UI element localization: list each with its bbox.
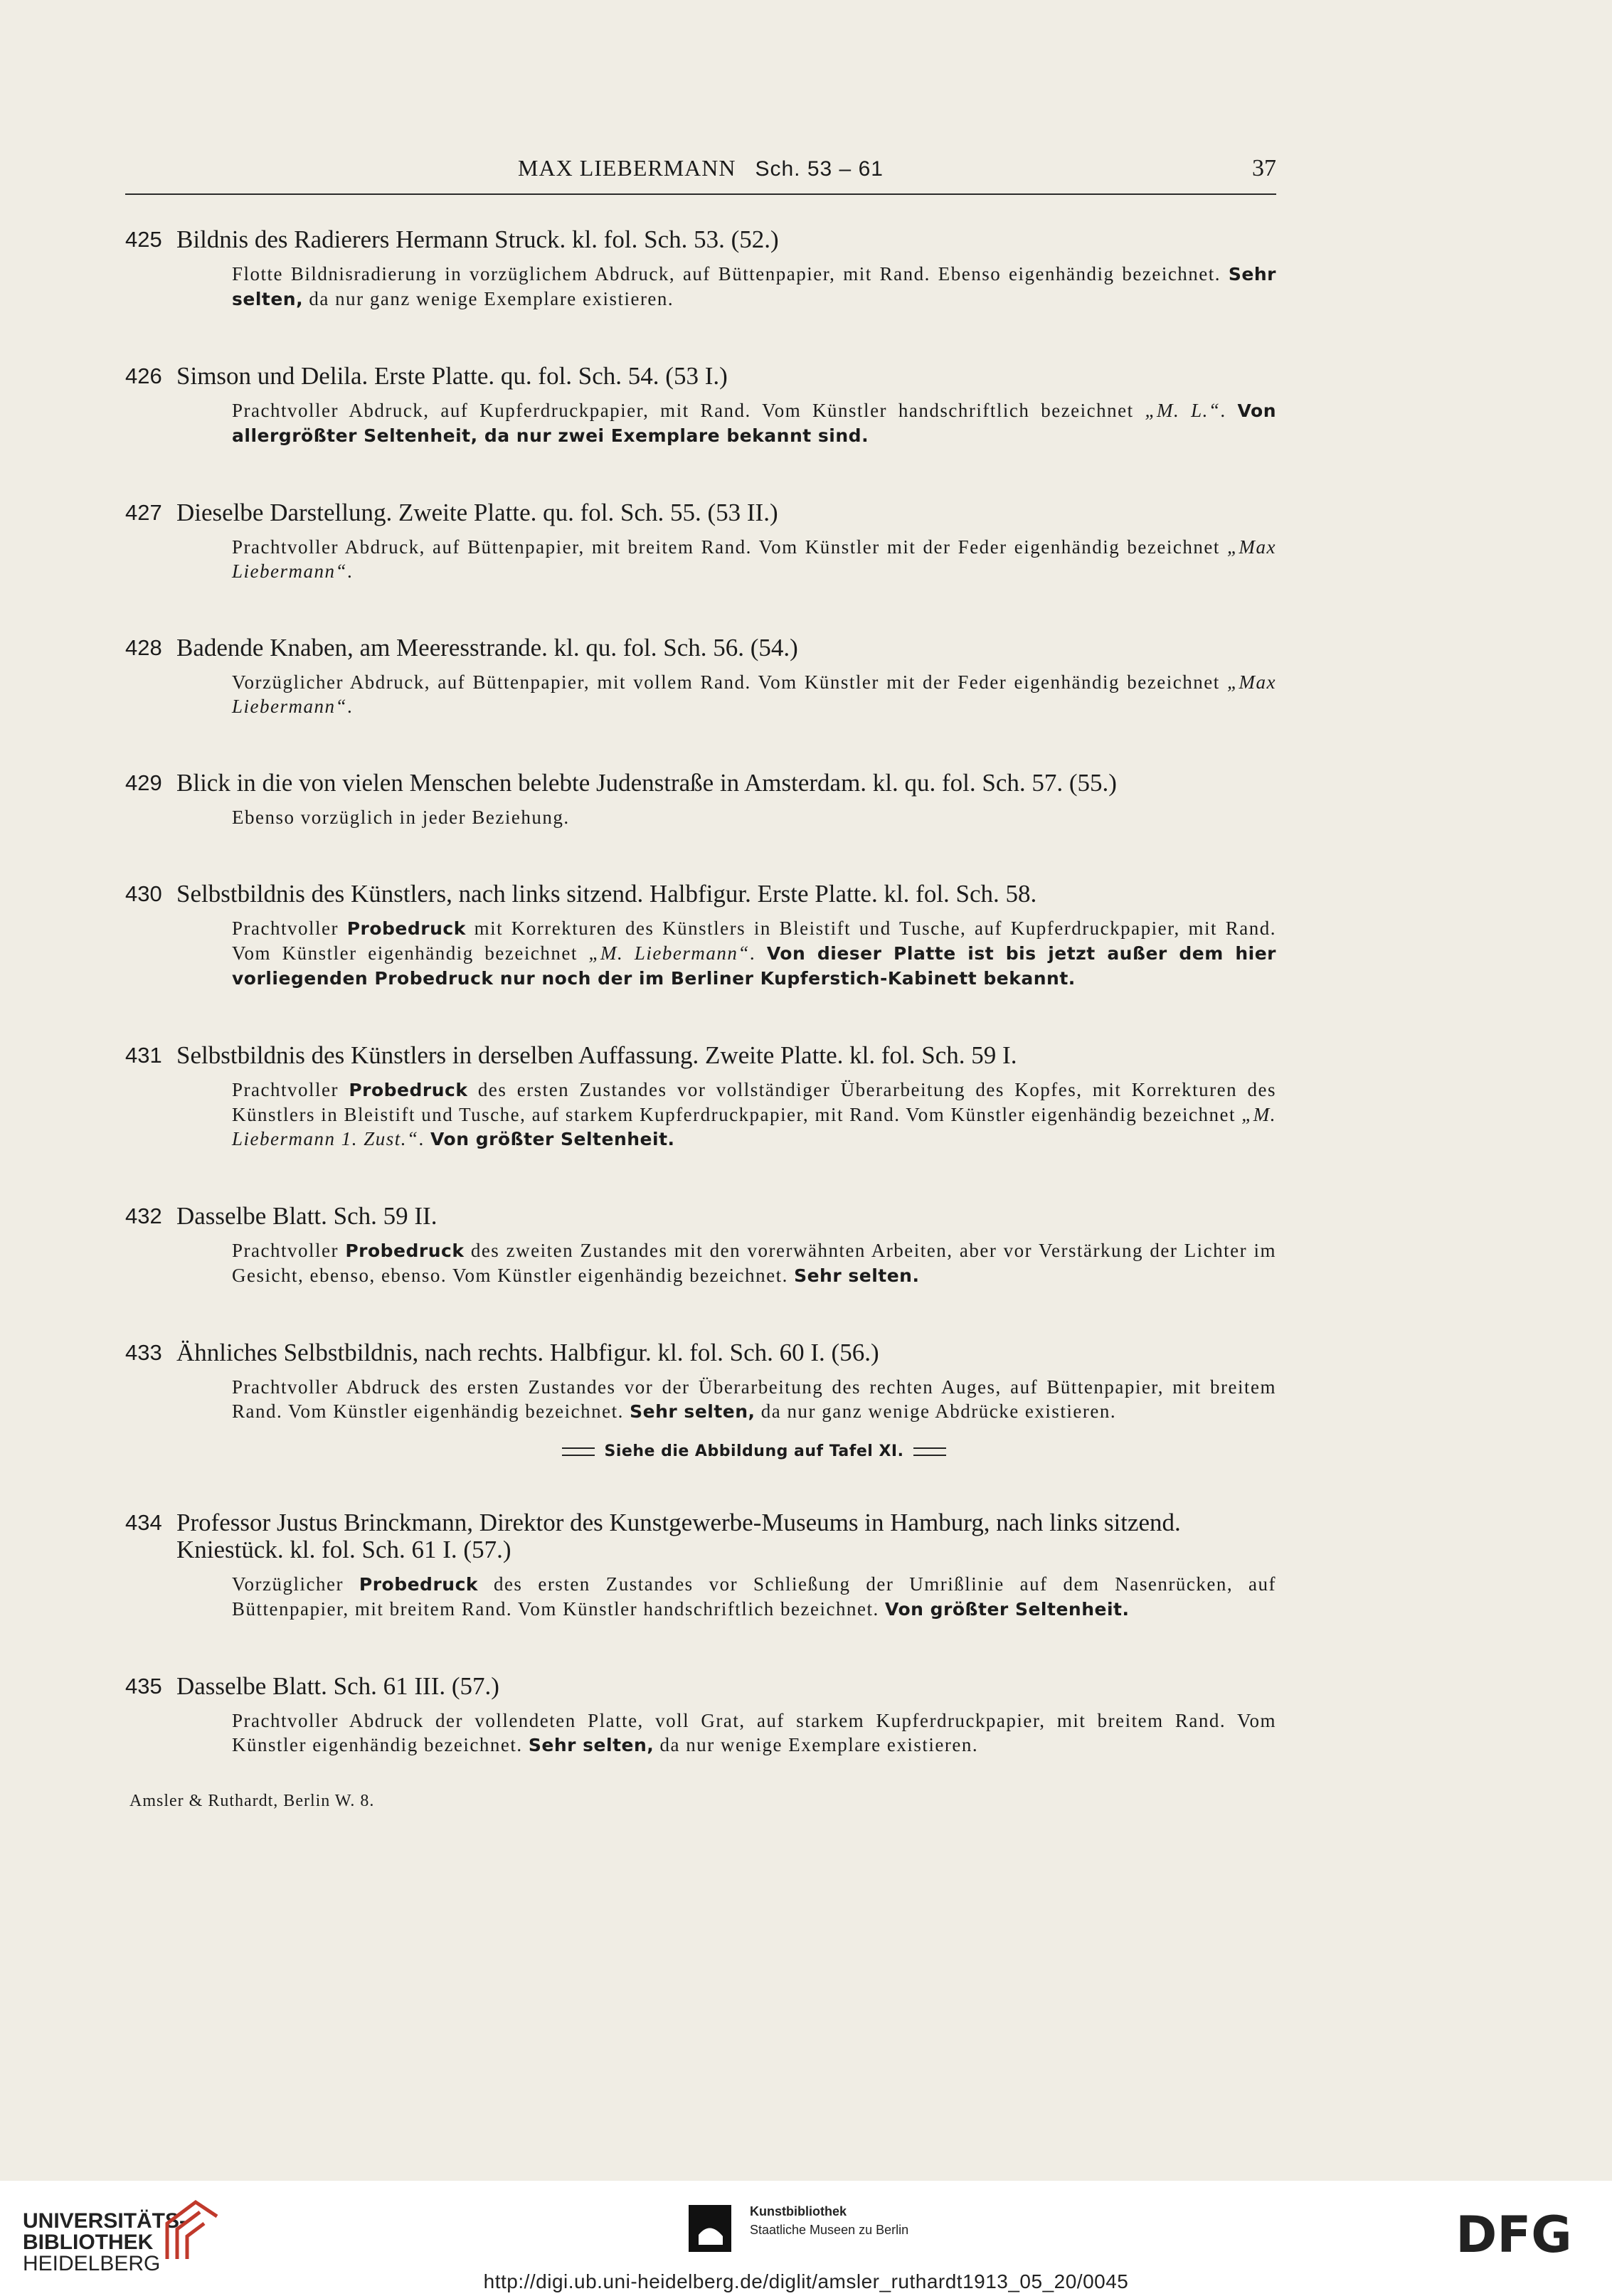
entry-number: 427 — [125, 500, 162, 525]
entry-emphasis: Probedruck — [346, 918, 466, 939]
printer-imprint: Amsler & Ruthardt, Berlin W. 8. — [129, 1792, 375, 1810]
entry-heading — [125, 634, 1276, 661]
entry-inscription: „Max Liebermann“ — [232, 671, 1276, 717]
entry-description — [232, 1238, 1276, 1288]
entry-text: da nur ganz wenige Abdrücke existieren. — [755, 1401, 1117, 1422]
entry-text: Prachtvoller — [232, 1079, 349, 1100]
entry-number: 429 — [125, 770, 162, 795]
entry-text: Vorzüglicher — [232, 1573, 359, 1595]
entry-description — [232, 805, 1276, 829]
entry-text: Flotte Bildnisradierung in vorzüglichem Abdruck, auf Büttenpapier, mit Rand. Ebenso eigenhändig bezeichnet. — [232, 263, 1229, 285]
entry-heading — [125, 881, 1276, 908]
entry-number: 435 — [125, 1674, 162, 1699]
entry-heading — [125, 226, 1276, 253]
entry-number: 432 — [125, 1203, 162, 1228]
catalog-entry — [125, 634, 1276, 718]
entry-heading — [125, 770, 1276, 797]
entry-emphasis: Probedruck — [359, 1574, 479, 1595]
entry-description — [232, 1708, 1276, 1758]
catalog-entry — [125, 881, 1276, 991]
entry-text: Prachtvoller Abdruck des ersten Zustandes vor der Überarbeitung des rechten Auges, auf Büttenpapier, mit breitem Rand. Vom Künstler eigenhändig bezeichnet. — [232, 1376, 1276, 1422]
entry-inscription: „M. L.“ — [1145, 400, 1221, 421]
header-title — [125, 155, 1276, 181]
kb-name-line: Staatliche Museen zu Berlin — [750, 2223, 909, 2237]
entry-text: Ebenso vorzüglich in jeder Beziehung. — [232, 807, 570, 828]
entry-text: des zweiten Zustandes mit den vorerwähnten Arbeiten, aber vor Verstärkung der Lichter im Gesicht, ebenso, ebenso. Vom Künstler eigenhändig bezeichnet. — [232, 1240, 1276, 1286]
entry-heading — [125, 1042, 1276, 1069]
entry-text: mit Korrekturen des Künstlers in Bleistift und Tusche, auf Kupferdruckpapier, mit Rand. Vom Künstler eigenhändig bezeichnet — [232, 918, 1276, 964]
entry-emphasis: Probedruck — [345, 1240, 465, 1261]
entry-description — [232, 262, 1276, 312]
permalink-url[interactable]: http://digi.ub.uni-heidelberg.de/diglit/amsler_ruthardt1913_05_20/0045 — [483, 2270, 1129, 2292]
entry-text: . — [418, 1128, 431, 1149]
entry-inscription: „M. Liebermann“ — [588, 942, 750, 964]
entry-title: Ähnliches Selbstbildnis, nach rechts. Halbfigur. kl. fol. Sch. 60 I. (56.) — [176, 1339, 879, 1366]
catalog-entry — [125, 363, 1276, 448]
entry-title: Badende Knaben, am Meeresstrande. kl. qu. fol. Sch. 56. (54.) — [176, 634, 798, 661]
entry-text: . — [347, 560, 354, 582]
university-library-logo-icon[interactable] — [160, 2195, 224, 2266]
uni-name-line: UNIVERSITÄTS- — [23, 2209, 187, 2233]
entry-number: 431 — [125, 1043, 162, 1068]
entry-title: Selbstbildnis des Künstlers, nach links sitzend. Halbfigur. Erste Platte. kl. fol. Sch. 58. — [176, 880, 1037, 908]
kunstbibliothek-logo-icon[interactable] — [689, 2201, 746, 2258]
entry-number: 433 — [125, 1340, 162, 1365]
catalog-entry — [125, 1673, 1276, 1758]
entry-text: da nur ganz wenige Exemplare existieren. — [303, 288, 674, 309]
entry-description — [232, 670, 1276, 718]
uni-name-line: BIBLIOTHEK — [23, 2231, 154, 2254]
catalog-entry — [125, 1203, 1276, 1288]
entry-title: Blick in die von vielen Menschen belebte Judenstraße in Amsterdam. kl. qu. fol. Sch. 57. (55.) — [176, 769, 1117, 797]
entry-heading — [125, 499, 1276, 526]
entry-inscription: „Max Liebermann“ — [232, 536, 1276, 582]
entry-heading — [125, 1673, 1276, 1700]
entry-text: . — [1220, 400, 1238, 421]
entry-emphasis: Von allergrößter Seltenheit, da nur zwei Exemplare bekannt sind. — [232, 400, 1276, 446]
entry-title: Dasselbe Blatt. Sch. 61 III. (57.) — [176, 1672, 499, 1700]
entry-inscription: „M. Liebermann 1. Zust.“ — [232, 1104, 1276, 1149]
catalog-entry — [125, 499, 1276, 583]
digitization-footer — [0, 2181, 1612, 2296]
running-header — [125, 155, 1276, 191]
catalog-entry — [125, 1509, 1276, 1622]
entry-number: 426 — [125, 363, 162, 388]
entry-emphasis: Probedruck — [349, 1080, 468, 1100]
entry-title: Professor Justus Brinckmann, Direktor des Kunstgewerbe-Museums in Hamburg, nach links sitzend. Kniestück. kl. fol. Sch. 61 I. (57.) — [176, 1509, 1181, 1563]
entry-text: des ersten Zustandes vor Schließung der Umrißlinie auf dem Nasenrücken, auf Büttenpapier, mit breitem Rand. Vom Künstler handschriftlich bezeichnet. — [232, 1573, 1276, 1620]
entry-description — [232, 1375, 1276, 1464]
catalog-entry — [125, 770, 1276, 829]
entry-title: Bildnis des Radierers Hermann Struck. kl. fol. Sch. 53. (52.) — [176, 225, 779, 253]
entry-title: Dasselbe Blatt. Sch. 59 II. — [176, 1202, 438, 1230]
catalog-entries — [125, 226, 1276, 1758]
entry-emphasis: Sehr selten. — [794, 1265, 920, 1286]
entry-description — [232, 1572, 1276, 1622]
entry-emphasis: Von dieser Platte ist bis jetzt außer dem hier vorliegenden Probedruck nur noch der im Berliner Kupferstich-Kabinett bekannt. — [232, 943, 1277, 989]
entry-description — [232, 916, 1276, 991]
catalog-entry — [125, 1042, 1276, 1152]
entry-description — [232, 535, 1276, 583]
entry-emphasis: Von größter Seltenheit. — [884, 1599, 1130, 1620]
entry-heading — [125, 1509, 1276, 1563]
header-artist: MAX LIEBERMANN — [518, 155, 736, 181]
entry-emphasis: Sehr selten, — [232, 264, 1276, 309]
dfg-logo-icon[interactable] — [1436, 2209, 1592, 2259]
entry-text: Prachtvoller Abdruck der vollendeten Platte, voll Grat, auf starkem Kupferdruckpapier, mit breitem Rand. Vom Künstler eigenhändig bezeichnet. — [232, 1710, 1276, 1755]
kb-name-line: Kunstbibliothek — [750, 2204, 847, 2218]
entry-text: da nur wenige Exemplare existieren. — [654, 1734, 979, 1755]
entry-number: 430 — [125, 881, 162, 906]
entry-title: Selbstbildnis des Künstlers in derselben Auffassung. Zweite Platte. kl. fol. Sch. 59 I. — [176, 1041, 1017, 1069]
entry-heading — [125, 363, 1276, 390]
double-rule-right — [913, 1447, 946, 1456]
entry-heading — [125, 1203, 1276, 1230]
header-catalog-range: Sch. 53 – 61 — [755, 157, 884, 181]
entry-text: des ersten Zustandes vor vollständiger Überarbeitung des Kopfes, mit Korrekturen des Künstlers in Bleistift und Tusche, auf starkem Kupferdruckpapier, mit Rand. Vom Künstler eigenhändig bezeichnet — [232, 1079, 1276, 1125]
plate-reference-text: Siehe die Abbildung auf Tafel XI. — [604, 1442, 904, 1460]
entry-emphasis: Von größter Seltenheit. — [430, 1129, 675, 1149]
plate-reference — [232, 1440, 1276, 1464]
entry-title: Dieselbe Darstellung. Zweite Platte. qu. fol. Sch. 55. (53 II.) — [176, 499, 778, 526]
entry-title: Simson und Delila. Erste Platte. qu. fol. Sch. 54. (53 I.) — [176, 362, 728, 390]
dfg-logo-text: DFG — [1455, 2209, 1572, 2259]
entry-text: Prachtvoller — [232, 918, 347, 939]
uni-name-line: HEIDELBERG — [23, 2252, 161, 2275]
catalog-entry — [125, 226, 1276, 312]
entry-number: 428 — [125, 635, 162, 660]
entry-number: 425 — [125, 227, 162, 252]
entry-heading — [125, 1339, 1276, 1366]
entry-text: Prachtvoller Abdruck, auf Kupferdruckpapier, mit Rand. Vom Künstler handschriftlich bezeichnet — [232, 400, 1145, 421]
entry-emphasis: Sehr selten, — [528, 1735, 654, 1755]
double-rule-left — [562, 1447, 595, 1456]
entry-text: . — [347, 696, 354, 717]
entry-text: . — [749, 942, 767, 964]
kunstbibliothek-name[interactable] — [750, 2202, 908, 2239]
header-rule — [125, 193, 1276, 195]
entry-emphasis: Sehr selten, — [630, 1401, 755, 1422]
entry-text: Prachtvoller Abdruck, auf Büttenpapier, mit breitem Rand. Vom Künstler mit der Feder eigenhändig bezeichnet — [232, 536, 1227, 558]
entry-description — [232, 1078, 1276, 1152]
entry-text: Vorzüglicher Abdruck, auf Büttenpapier, mit vollem Rand. Vom Künstler mit der Feder eigenhändig bezeichnet — [232, 671, 1227, 693]
entry-description — [232, 398, 1276, 448]
entry-text: Prachtvoller — [232, 1240, 346, 1261]
page-number: 37 — [1252, 155, 1276, 181]
entry-number: 434 — [125, 1510, 162, 1535]
catalog-entry — [125, 1339, 1276, 1464]
